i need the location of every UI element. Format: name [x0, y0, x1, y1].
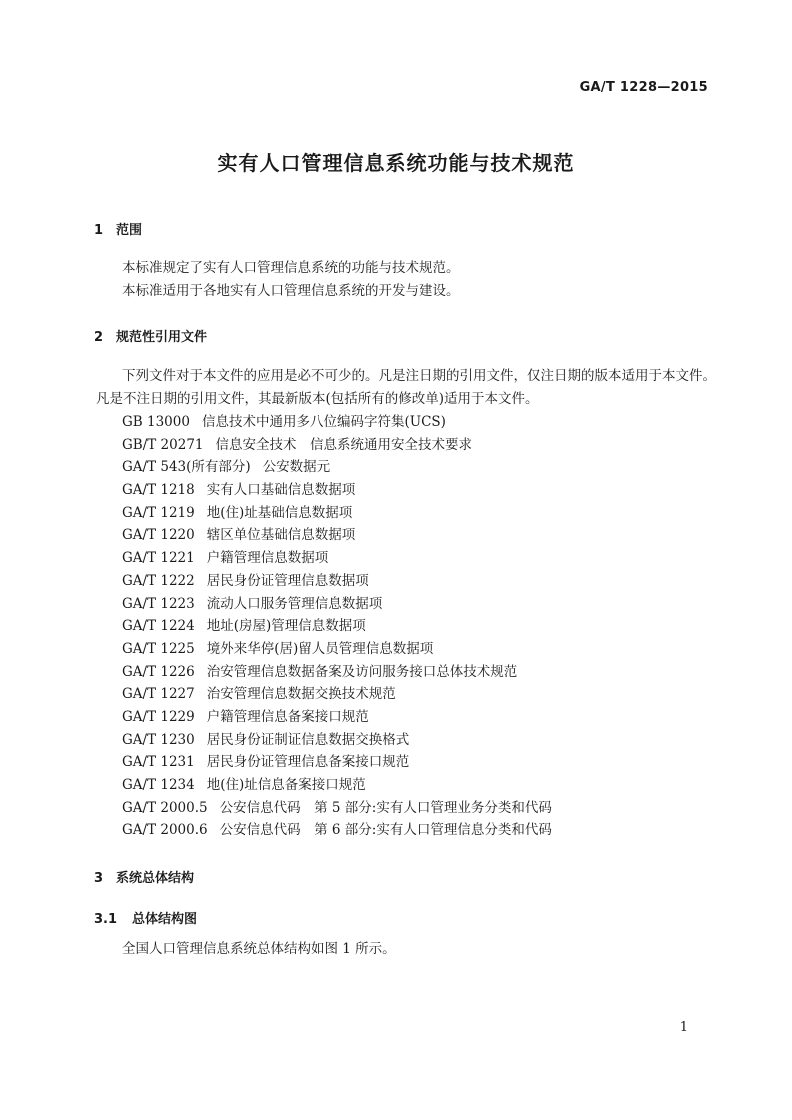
reference-title: 流动人口服务管理信息数据项	[206, 595, 383, 612]
reference-item	[122, 434, 552, 457]
reference-item	[122, 683, 552, 706]
reference-code: GA/T 1224	[122, 618, 195, 635]
section-title: 总体结构图	[132, 912, 198, 927]
section-number: 1	[94, 223, 104, 238]
section-title: 规范性引用文件	[116, 330, 208, 345]
reference-title: 地(住)址基础信息数据项	[206, 504, 353, 521]
section-number: 2	[94, 330, 104, 345]
reference-code: GA/T 1225	[122, 640, 195, 657]
reference-code: GA/T 2000.5	[122, 799, 208, 816]
reference-item	[122, 615, 552, 638]
reference-code: GB/T 20271	[122, 436, 204, 453]
page-number: 1	[679, 1020, 688, 1035]
reference-title: 公安信息代码 第 5 部分:实有人口管理业务分类和代码	[219, 799, 552, 816]
reference-title: 居民身份证制证信息数据交换格式	[206, 731, 410, 748]
references-intro: 下列文件对于本文件的应用是必不可少的。凡是注日期的引用文件，仅注日期的版本适用于本文件。凡是不注日期的引用文件，其最新版本(包括所有的修改单)适用于本文件。	[96, 368, 716, 407]
reference-item	[122, 638, 552, 661]
reference-item	[122, 819, 552, 842]
reference-title: 辖区单位基础信息数据项	[206, 527, 356, 544]
reference-title: 公安信息代码 第 6 部分:实有人口管理信息分类和代码	[219, 822, 552, 839]
reference-title: 户籍管理信息数据项	[206, 550, 329, 567]
reference-code: GA/T 1231	[122, 754, 195, 771]
section-3-heading	[94, 867, 194, 886]
reference-title: 户籍管理信息备案接口规范	[206, 708, 369, 725]
reference-code: GA/T 1229	[122, 708, 195, 725]
section-number: 3.1	[94, 912, 118, 927]
reference-code: GA/T 1222	[122, 572, 195, 589]
reference-item	[122, 751, 552, 774]
reference-code: GA/T 1220	[122, 527, 195, 544]
reference-code: GA/T 1230	[122, 731, 195, 748]
section-2-heading	[94, 326, 207, 345]
reference-title: 公安数据元	[262, 459, 331, 476]
reference-title: 实有人口基础信息数据项	[206, 482, 356, 499]
reference-code: GA/T 1218	[122, 482, 195, 499]
reference-item	[122, 729, 552, 752]
reference-title: 治安管理信息数据备案及访问服务接口总体技术规范	[206, 663, 518, 680]
reference-item	[122, 547, 552, 570]
reference-code: GA/T 1234	[122, 777, 195, 793]
reference-title: 居民身份证管理信息数据项	[206, 572, 369, 589]
reference-code: GA/T 543(所有部分)	[122, 459, 251, 476]
reference-code: GA/T 2000.6	[122, 822, 208, 839]
reference-code: GA/T 1227	[122, 686, 195, 703]
reference-list	[122, 411, 552, 842]
reference-title: 境外来华停(居)留人员管理信息数据项	[206, 640, 434, 657]
doc-title: 实有人口管理信息系统功能与技术规范	[217, 151, 575, 175]
reference-item	[122, 456, 552, 479]
reference-code: GA/T 1223	[122, 595, 195, 612]
reference-item	[122, 524, 552, 547]
reference-code: GA/T 1219	[122, 504, 195, 521]
doc-code: GA/T 1228—2015	[579, 80, 708, 95]
reference-title: 信息安全技术 信息系统通用安全技术要求	[215, 436, 472, 453]
reference-title: 地址(房屋)管理信息数据项	[206, 618, 366, 635]
section-3-1-heading	[94, 908, 197, 927]
reference-code: GA/T 1221	[122, 550, 195, 567]
section-number: 3	[94, 871, 104, 886]
reference-item	[122, 593, 552, 616]
reference-title: 治安管理信息数据交换技术规范	[206, 686, 396, 703]
reference-item	[122, 479, 552, 502]
reference-code: GB 13000	[122, 414, 190, 430]
reference-title: 居民身份证管理信息备案接口规范	[206, 754, 410, 771]
reference-item	[122, 411, 552, 434]
reference-title: 地(住)址信息备案接口规范	[206, 777, 366, 793]
reference-item	[122, 706, 552, 729]
reference-code: GA/T 1226	[122, 663, 195, 680]
scope-paragraph-2: 本标准适用于各地实有人口管理信息系统的开发与建设。	[122, 283, 460, 299]
scope-paragraph-1: 本标准规定了实有人口管理信息系统的功能与技术规范。	[122, 260, 460, 276]
section-title: 系统总体结构	[116, 871, 195, 886]
reference-item	[122, 661, 552, 684]
reference-item	[122, 502, 552, 525]
reference-item	[122, 570, 552, 593]
section-title: 范围	[116, 223, 143, 238]
reference-item	[122, 797, 552, 820]
section-1-heading	[94, 219, 142, 238]
overview-paragraph: 全国人口管理信息系统总体结构如图 1 所示。	[122, 941, 396, 957]
reference-item	[122, 774, 552, 797]
reference-title: 信息技术中通用多八位编码字符集(UCS)	[201, 414, 446, 430]
